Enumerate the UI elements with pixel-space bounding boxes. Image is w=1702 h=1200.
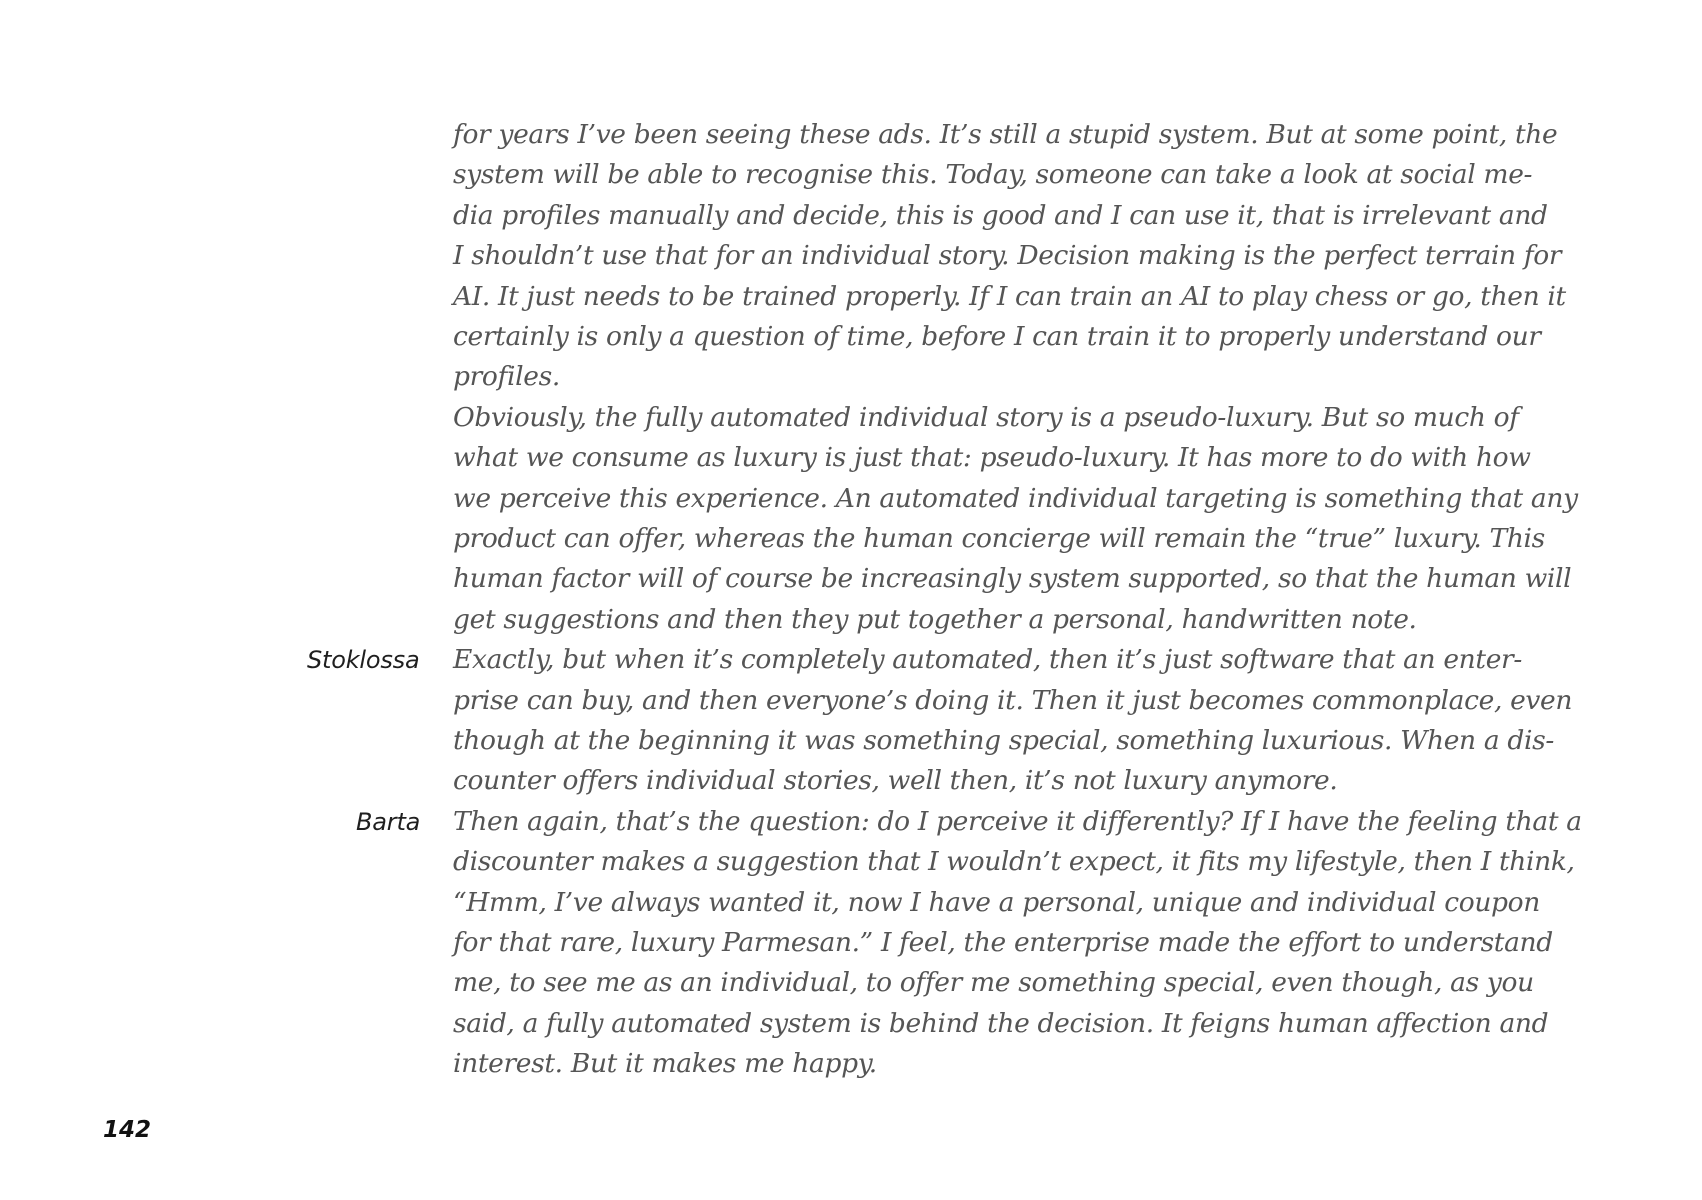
text-line: me, to see me as an individual, to offer me something special, even though, as you [453,967,1534,999]
text-line: “Hmm, I’ve always wanted it, now I have a personal, unique and individual coupon [453,886,1540,918]
text-line: AI. It just needs to be trained properly. If I can train an AI to play chess or go, then it [453,280,1566,312]
text-line: said, a fully automated system is behind the decision. It feigns human affection and [453,1007,1549,1039]
text-line: interest. But it makes me happy. [453,1048,877,1080]
text-line: human factor will of course be increasingly system supported, so that the human will [453,563,1572,595]
text-line: we perceive this experience. An automated individual targeting is something that any [453,482,1578,514]
text-line: counter offers individual stories, well then, it’s not luxury anymore. [453,765,1338,797]
text-line: Obviously, the fully automated individual story is a pseudo-luxury. But so much of [453,401,1519,433]
text-line: Then again, that’s the question: do I perceive it differently? If I have the feeling that a [453,805,1582,837]
text-line: get suggestions and then they put together a personal, handwritten note. [453,603,1417,635]
text-line: I shouldn’t use that for an individual story. Decision making is the perfect terrain for [453,240,1562,272]
speaker-name: Barta [356,807,421,836]
page-number: 142 [103,1117,152,1143]
text-line: what we consume as luxury is just that: pseudo-luxury. It has more to do with how [453,442,1531,474]
text-line: product can offer, whereas the human concierge will remain the “true” luxury. This [453,522,1545,554]
text-line: profiles. [453,361,560,393]
text-line: system will be able to recognise this. Today, someone can take a look at social me- [453,159,1533,191]
text-line: though at the beginning it was something special, something luxurious. When a dis- [453,724,1554,756]
text-line: dia profiles manually and decide, this is good and I can use it, that is irrelevant and [453,199,1548,231]
speaker-name: Stoklossa [307,646,420,675]
text-line: prise can buy, and then everyone’s doing it. Then it just becomes commonplace, even [453,684,1573,716]
text-line: certainly is only a question of time, before I can train it to properly understand our [453,321,1541,352]
text-line: for years I’ve been seeing these ads. It’s still a stupid system. But at some point, the [453,119,1558,150]
text-line: Exactly, but when it’s completely automated, then it’s just software that an enter- [453,644,1522,676]
text-line: discounter makes a suggestion that I wouldn’t expect, it fits my lifestyle, then I think, [453,846,1575,878]
text-line: for that rare, luxury Parmesan.” I feel, the enterprise made the effort to understand [453,926,1553,958]
